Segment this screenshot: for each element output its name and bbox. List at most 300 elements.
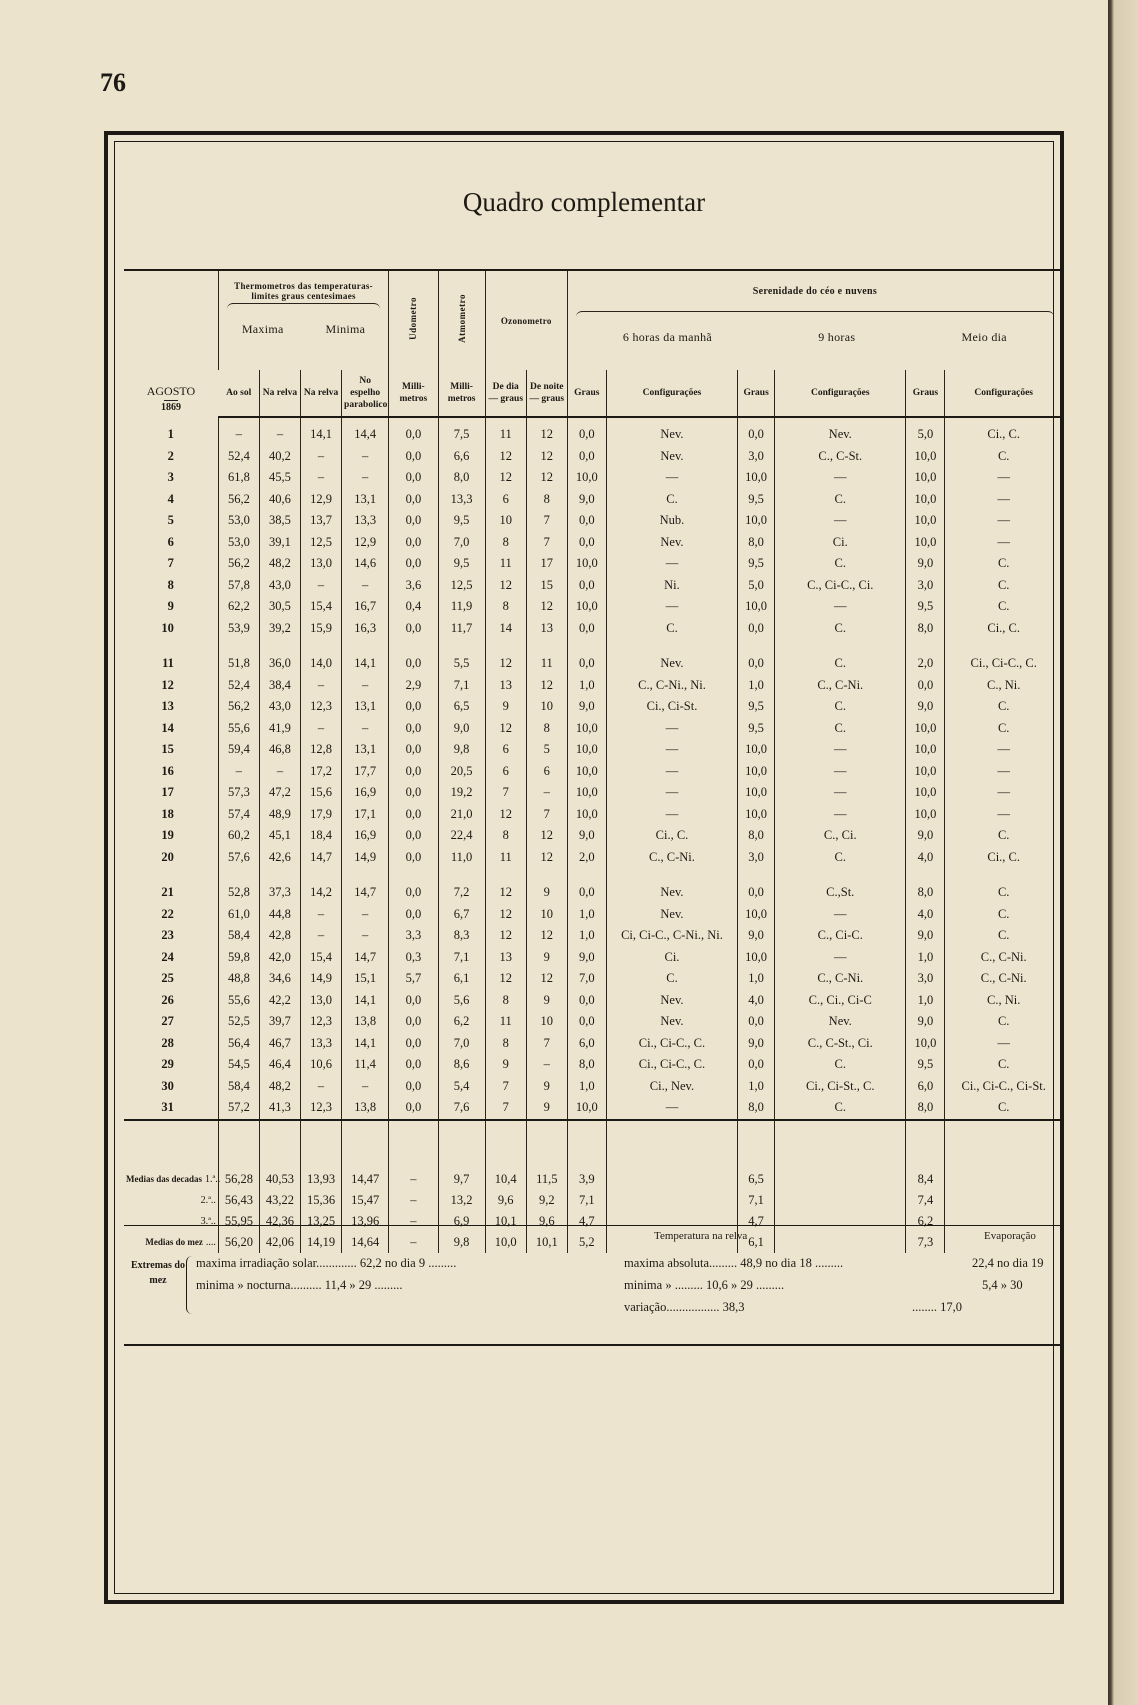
table-cell: C. [945, 553, 1062, 575]
medias-cell: 7,1 [738, 1190, 775, 1211]
table-cell: 10,0 [906, 532, 945, 554]
table-cell: 12 [526, 925, 567, 947]
table-cell: 8 [485, 990, 526, 1012]
medias-cell [945, 1169, 1062, 1190]
table-cell: 6 [526, 761, 567, 783]
table-cell: 3,3 [389, 925, 438, 947]
table-cell: 0,0 [567, 618, 606, 640]
table-cell: 12 [526, 596, 567, 618]
table-cell: – [342, 904, 389, 926]
table-row [124, 1097, 1062, 1120]
table-cell: 8,3 [438, 925, 485, 947]
table-cell: 56,2 [218, 489, 259, 511]
table-cell: 9 [526, 882, 567, 904]
medias-cell: 14,19 [301, 1232, 342, 1253]
table-cell: 0,0 [738, 882, 775, 904]
day-cell: 17 [161, 785, 174, 799]
table-cell: 20,5 [438, 761, 485, 783]
table-cell: 15,6 [301, 782, 342, 804]
table-cell: 7,6 [438, 1097, 485, 1120]
table-cell: 9,5 [738, 696, 775, 718]
table-cell: 8 [485, 596, 526, 618]
table-cell: 36,0 [259, 653, 300, 675]
medias-label-cell [124, 1190, 218, 1211]
table-cell: 0,0 [389, 653, 438, 675]
table-cell: 0,0 [567, 446, 606, 468]
table-cell: C., C-Ni. [775, 675, 906, 697]
medias-cell: 13,96 [342, 1211, 389, 1232]
table-cell: 10,0 [906, 510, 945, 532]
table-cell: 7,0 [567, 968, 606, 990]
table-row [124, 596, 1062, 618]
extremas-line2-mid: minima » ......... 10,6 » 29 ......... [624, 1278, 785, 1292]
table-row [124, 446, 1062, 468]
table-cell: 43,0 [259, 575, 300, 597]
table-cell: 8 [485, 532, 526, 554]
table-cell: 1,0 [906, 947, 945, 969]
table-cell: C. [775, 653, 906, 675]
thermo-group-label: Thermometros das temperaturas-limites graus centesimaes [234, 281, 373, 301]
table-cell: 8,0 [738, 1097, 775, 1120]
table-row [124, 718, 1062, 740]
de-noite-header: De noite — graus [526, 370, 567, 417]
table-row [124, 510, 1062, 532]
table-cell: – [259, 417, 300, 446]
table-cell: 0,0 [389, 446, 438, 468]
day-cell: 23 [161, 928, 174, 942]
table-cell: 60,2 [218, 825, 259, 847]
table-cell: C. [606, 968, 737, 990]
table-cell: 14,7 [342, 947, 389, 969]
table-cell: 0,0 [738, 1011, 775, 1033]
table-cell: Ci., Ci-C., C. [945, 653, 1062, 675]
table-cell: 41,9 [259, 718, 300, 740]
table-cell: — [945, 782, 1062, 804]
table-cell: 0,0 [389, 782, 438, 804]
table-cell: — [775, 782, 906, 804]
table-cell: 22,4 [438, 825, 485, 847]
medias-cell: 56,20 [218, 1232, 259, 1253]
table-cell: 14,6 [342, 553, 389, 575]
table-cell: 9 [526, 1076, 567, 1098]
table-cell: Ci., Ci-St. [606, 696, 737, 718]
table-cell: 10,0 [738, 596, 775, 618]
table-cell: 12,5 [301, 532, 342, 554]
table-cell: — [775, 596, 906, 618]
table-cell: 16,9 [342, 782, 389, 804]
atmometro-label: Atmometro [456, 294, 467, 343]
medias-cell: 3,9 [567, 1169, 606, 1190]
table-cell: 0,0 [567, 653, 606, 675]
table-cell: C., Ci-C. [775, 925, 906, 947]
table-cell: 46,7 [259, 1033, 300, 1055]
udometro-label: Udometro [408, 297, 419, 340]
table-cell: – [301, 675, 342, 697]
table-cell: 0,0 [389, 489, 438, 511]
meio-dia-label: Meio dia [961, 330, 1007, 344]
table-cell: C. [945, 718, 1062, 740]
table-cell: C., C-Ni. [945, 968, 1062, 990]
table-cell: – [301, 575, 342, 597]
table-cell: 47,2 [259, 782, 300, 804]
table-cell: 10,0 [738, 947, 775, 969]
medias-cell: 6,2 [906, 1211, 945, 1232]
table-cell: Nev. [606, 990, 737, 1012]
table-cell: 12,3 [301, 1097, 342, 1120]
extremas-line1-right: 22,4 no dia 19 [972, 1256, 1044, 1270]
table-cell: 9,0 [906, 553, 945, 575]
medias-cell: 9,6 [526, 1211, 567, 1232]
day-cell: 2 [167, 448, 174, 463]
table-cell: 9,5 [438, 553, 485, 575]
medias-cell: 5,2 [567, 1232, 606, 1253]
table-cell: C. [945, 1011, 1062, 1033]
table-row [124, 653, 1062, 675]
table-cell: 9 [485, 696, 526, 718]
table-cell: 57,8 [218, 575, 259, 597]
table-cell: 57,2 [218, 1097, 259, 1120]
table-cell: 58,4 [218, 1076, 259, 1098]
table-cell: — [945, 489, 1062, 511]
table-cell: 53,0 [218, 510, 259, 532]
table-cell: 61,8 [218, 467, 259, 489]
config-header-12h: Configurações [945, 370, 1062, 417]
table-cell: — [606, 804, 737, 826]
table-cell: 13,3 [438, 489, 485, 511]
table-cell: Nev. [775, 417, 906, 446]
table-cell: C. [945, 1097, 1062, 1120]
table-cell: 8,0 [738, 825, 775, 847]
table-cell: 17,2 [301, 761, 342, 783]
table-cell: 4,0 [906, 904, 945, 926]
decade-gap [124, 868, 1062, 882]
table-cell: C. [775, 1097, 906, 1120]
table-cell: 55,6 [218, 718, 259, 740]
table-cell: 13,8 [342, 1011, 389, 1033]
medias-cell: 56,28 [218, 1169, 259, 1190]
medias-cell: 42,06 [259, 1232, 300, 1253]
table-cell: – [259, 761, 300, 783]
table-cell: C. [945, 925, 1062, 947]
table-cell: C. [945, 825, 1062, 847]
table-cell: 61,0 [218, 904, 259, 926]
day-cell: 28 [161, 1035, 174, 1050]
table-cell: 62,2 [218, 596, 259, 618]
table-cell: 0,0 [389, 990, 438, 1012]
day-cell: 18 [161, 806, 174, 821]
table-cell: 42,2 [259, 990, 300, 1012]
table-cell: 10 [526, 1011, 567, 1033]
table-cell: Nub. [606, 510, 737, 532]
table-cell: 0,0 [389, 739, 438, 761]
seis-horas-label: 6 horas da manhã [622, 330, 713, 344]
table-cell: 57,3 [218, 782, 259, 804]
medias-index: 1.ª.. [205, 1173, 221, 1185]
table-cell: C. [945, 575, 1062, 597]
table-cell: 7,2 [438, 882, 485, 904]
medias-cell [606, 1169, 737, 1190]
table-row [124, 1011, 1062, 1033]
table-cell: C. [945, 904, 1062, 926]
table-row [124, 675, 1062, 697]
table-cell: — [945, 467, 1062, 489]
decade-gap [124, 639, 1062, 653]
medias-cell: 11,5 [526, 1169, 567, 1190]
table-cell: 0,0 [567, 1011, 606, 1033]
table-cell: – [301, 467, 342, 489]
table-cell: — [945, 761, 1062, 783]
table-cell: 58,4 [218, 925, 259, 947]
millimetros-header-1: Milli-metros [389, 370, 438, 417]
table-cell: 0,0 [389, 510, 438, 532]
table-cell: 15,4 [301, 947, 342, 969]
table-cell: 8,0 [906, 1097, 945, 1120]
medias-cell: – [389, 1211, 438, 1232]
table-cell: 1,0 [567, 925, 606, 947]
table-cell: 5,5 [438, 653, 485, 675]
table-cell: 12 [485, 467, 526, 489]
table-cell: 51,8 [218, 653, 259, 675]
table-cell: 1,0 [906, 990, 945, 1012]
table-cell: 12,3 [301, 696, 342, 718]
table-cell: 10,0 [567, 1097, 606, 1120]
table-cell: Nev. [606, 904, 737, 926]
medias-cell: 10,4 [485, 1169, 526, 1190]
table-row [124, 489, 1062, 511]
medias-cell: 7,3 [906, 1232, 945, 1253]
table-cell: 14,9 [301, 968, 342, 990]
table-cell: – [342, 718, 389, 740]
table-row [124, 467, 1062, 489]
table-cell: C., C-Ni. [945, 947, 1062, 969]
table-cell: 0,0 [389, 882, 438, 904]
table-cell: 1,0 [738, 1076, 775, 1098]
table-cell: C., C-Ni. [775, 968, 906, 990]
day-cell: 21 [161, 885, 174, 899]
table-cell: 2,0 [567, 847, 606, 869]
table-cell: 14,1 [342, 1033, 389, 1055]
table-cell: — [606, 782, 737, 804]
medias-cell: 7,4 [906, 1190, 945, 1211]
table-cell: C. [945, 696, 1062, 718]
table-cell: C. [775, 553, 906, 575]
medias-row [124, 1190, 1062, 1211]
table-cell: 8,0 [438, 467, 485, 489]
table-cell: 52,8 [218, 882, 259, 904]
table-cell: 39,7 [259, 1011, 300, 1033]
table-cell: Nev. [606, 532, 737, 554]
table-cell: 10,6 [301, 1054, 342, 1076]
medias-cell: 9,2 [526, 1190, 567, 1211]
medias-cell: 7,1 [567, 1190, 606, 1211]
table-cell: 55,6 [218, 990, 259, 1012]
table-cell: 38,4 [259, 675, 300, 697]
table-cell: C. [775, 489, 906, 511]
day-cell: 6 [167, 534, 174, 549]
table-cell: 0,0 [389, 1097, 438, 1120]
table-row [124, 947, 1062, 969]
evaporacao-label: Evaporação [984, 1230, 1036, 1242]
table-cell: – [342, 925, 389, 947]
table-cell: 1,0 [738, 968, 775, 990]
day-cell: 25 [161, 971, 174, 985]
table-cell: 9 [485, 1054, 526, 1076]
table-cell: 0,0 [389, 417, 438, 446]
table-cell: 7,0 [438, 1033, 485, 1055]
medias-cell [775, 1169, 906, 1190]
table-cell: 0,0 [738, 653, 775, 675]
table-cell: Ci., Ci-C., C. [606, 1033, 737, 1055]
table-cell: 44,8 [259, 904, 300, 926]
table-cell: 12,8 [301, 739, 342, 761]
table-cell: 9,0 [906, 925, 945, 947]
table-row [124, 882, 1062, 904]
table-cell: 8,6 [438, 1054, 485, 1076]
table-row [124, 1033, 1062, 1055]
table-cell: 14,4 [342, 417, 389, 446]
table-cell: Ci., C. [945, 847, 1062, 869]
table-cell: 12 [526, 675, 567, 697]
table-cell: – [342, 467, 389, 489]
table-cell: — [775, 904, 906, 926]
table-cell: 56,2 [218, 553, 259, 575]
table-cell: 7 [485, 1076, 526, 1098]
medias-separator [124, 1120, 1062, 1169]
table-cell: 8 [485, 1033, 526, 1055]
bottom-rule [124, 1344, 1062, 1346]
table-cell: 14,7 [301, 847, 342, 869]
table-cell: 12 [485, 804, 526, 826]
table-cell: 1,0 [567, 904, 606, 926]
book-gutter [1108, 0, 1138, 1705]
day-cell: 27 [161, 1014, 174, 1028]
table-cell: 0,0 [389, 532, 438, 554]
day-cell: 22 [161, 906, 174, 921]
day-cell: 26 [161, 992, 174, 1007]
table-row [124, 904, 1062, 926]
table-cell: 10,0 [738, 739, 775, 761]
table-cell: 4,0 [906, 847, 945, 869]
table-row [124, 575, 1062, 597]
ao-sol-header: Ao sol [218, 370, 259, 417]
table-cell: 9,0 [738, 1033, 775, 1055]
table-cell: 0,0 [389, 1033, 438, 1055]
table-row [124, 1076, 1062, 1098]
table-row [124, 825, 1062, 847]
table-cell: Ci., C. [945, 417, 1062, 446]
table-cell: 15,9 [301, 618, 342, 640]
table-cell: 5,7 [389, 968, 438, 990]
table-cell: 0,0 [389, 1054, 438, 1076]
table-cell: 9 [526, 1097, 567, 1120]
month-label: AGOSTO [146, 384, 196, 398]
table-cell: 42,8 [259, 925, 300, 947]
graus-header-12h: Graus [906, 370, 945, 417]
table-cell: 12 [485, 904, 526, 926]
table-cell: 12 [485, 446, 526, 468]
udometro-header [389, 270, 438, 370]
table-cell: – [342, 446, 389, 468]
table-cell: 41,3 [259, 1097, 300, 1120]
table-row [124, 553, 1062, 575]
table-cell: 11 [485, 1011, 526, 1033]
table-cell: 16,9 [342, 825, 389, 847]
table-cell: C. [775, 847, 906, 869]
table-cell: — [606, 739, 737, 761]
ozonometro-header: Ozonometro [485, 270, 567, 370]
table-cell: 7 [526, 532, 567, 554]
day-cell: 8 [167, 577, 174, 592]
table-cell: 10,0 [738, 761, 775, 783]
table-cell: 3,0 [738, 847, 775, 869]
table-cell: 45,1 [259, 825, 300, 847]
millimetros-header-2: Milli-metros [438, 370, 485, 417]
extremas-section [124, 1225, 1062, 1346]
day-cell: 9 [167, 599, 174, 613]
table-cell: 7,1 [438, 947, 485, 969]
table-cell: 11 [485, 847, 526, 869]
medias-cell: 10,1 [526, 1232, 567, 1253]
table-cell: C. [945, 1054, 1062, 1076]
table-cell: 39,1 [259, 532, 300, 554]
table-row [124, 782, 1062, 804]
table-cell: 7,1 [438, 675, 485, 697]
table-cell: 56,2 [218, 696, 259, 718]
table-cell: Ci., C. [606, 825, 737, 847]
medias-cell: 4,7 [567, 1211, 606, 1232]
medias-cell: 6,9 [438, 1211, 485, 1232]
table-row [124, 417, 1062, 446]
serenidade-label: Serenidade do céo e nuvens [752, 286, 878, 297]
table-cell: — [775, 761, 906, 783]
table-cell: 14,9 [342, 847, 389, 869]
table-cell: 54,5 [218, 1054, 259, 1076]
table-cell: 0,0 [738, 417, 775, 446]
table-cell: 53,0 [218, 532, 259, 554]
table-cell: 5 [526, 739, 567, 761]
table-cell: — [775, 804, 906, 826]
table-cell: 7 [485, 782, 526, 804]
table-cell: 15,1 [342, 968, 389, 990]
table-cell: 10,0 [738, 467, 775, 489]
table-cell: 12,5 [438, 575, 485, 597]
medias-cell: 9,7 [438, 1169, 485, 1190]
table-cell: 13 [485, 947, 526, 969]
table-cell: 59,8 [218, 947, 259, 969]
table-cell: 7 [526, 1033, 567, 1055]
table-cell: 0,0 [389, 718, 438, 740]
table-cell: 12,9 [342, 532, 389, 554]
medias-cell: 13,2 [438, 1190, 485, 1211]
table-cell: C. [775, 618, 906, 640]
table-cell: Ci., Ci-C., C. [606, 1054, 737, 1076]
table-cell: 13,0 [301, 553, 342, 575]
table-cell: 48,2 [259, 1076, 300, 1098]
table-cell: 10,0 [906, 739, 945, 761]
day-cell: 4 [167, 491, 174, 506]
table-cell: 12,3 [301, 1011, 342, 1033]
table-cell: C. [945, 446, 1062, 468]
table-cell: 3,6 [389, 575, 438, 597]
table-cell: 8,0 [906, 618, 945, 640]
table-cell: 12 [526, 467, 567, 489]
table-cell: 10,0 [738, 804, 775, 826]
day-cell: 19 [161, 828, 174, 842]
day-cell: 10 [161, 620, 174, 635]
table-cell: 10,0 [906, 1033, 945, 1055]
table-cell: 9,0 [567, 825, 606, 847]
table-cell: – [342, 575, 389, 597]
